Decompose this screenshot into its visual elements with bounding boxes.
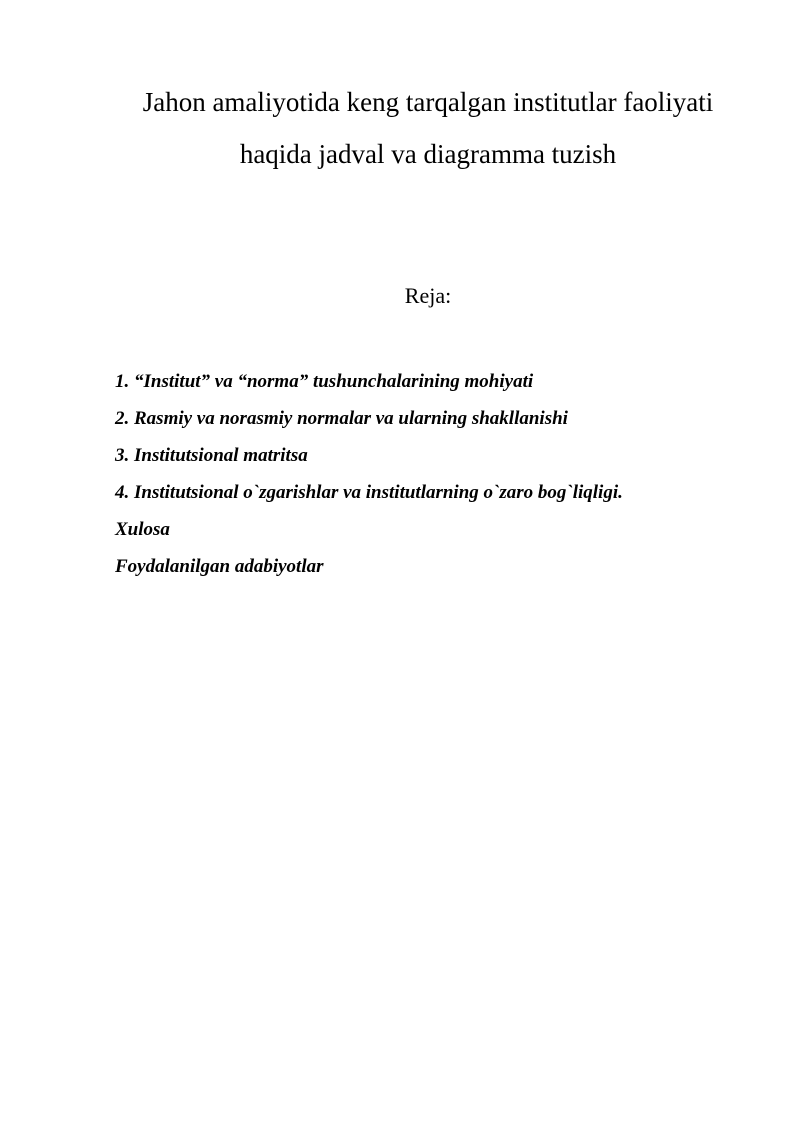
plan-item-4: 4. Institutsional o`zgarishlar va institutlarning o`zaro bog`liqligi. xyxy=(115,482,623,503)
plan-item-1: 1. “Institut” va “norma” tushunchalarining mohiyati xyxy=(115,371,534,392)
plan-heading: Reja: xyxy=(404,283,452,308)
plan-item-2: 2. Rasmiy va norasmiy normalar va ularning shakllanishi xyxy=(115,408,568,429)
plan-item-conclusion: Xulosa xyxy=(115,519,170,540)
document-title xyxy=(100,76,756,180)
document-title-line-1: Jahon amaliyotida keng tarqalgan institutlar faoliyati xyxy=(142,87,714,117)
plan-item-3: 3. Institutsional matritsa xyxy=(115,445,308,466)
plan-list xyxy=(115,363,623,585)
plan-item-references: Foydalanilgan adabiyotlar xyxy=(115,556,324,577)
document-title-line-2: haqida jadval va diagramma tuzish xyxy=(239,139,617,169)
